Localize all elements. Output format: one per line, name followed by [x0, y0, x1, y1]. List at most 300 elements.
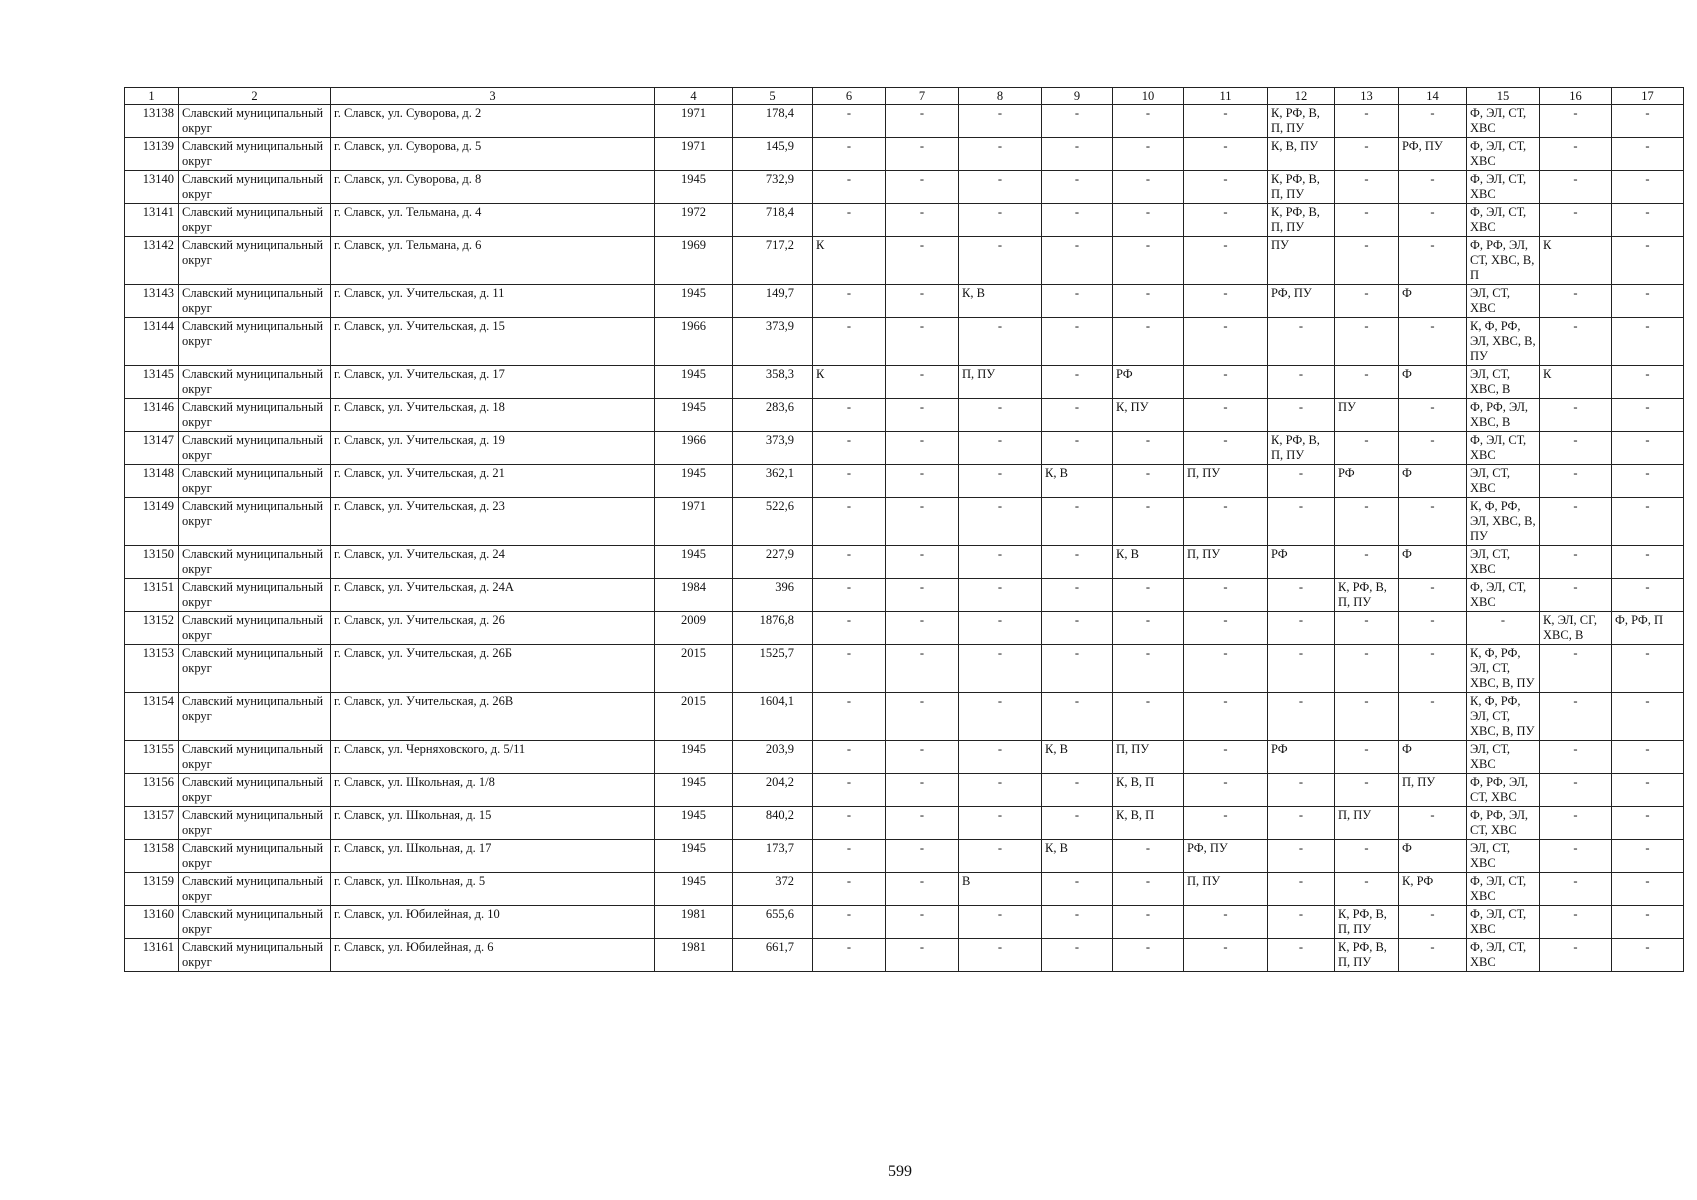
table-cell-col-8: -: [959, 138, 1042, 171]
table-row: [125, 807, 1684, 840]
table-cell-col-16: -: [1540, 741, 1612, 774]
table-cell-col-4: 1966: [655, 432, 733, 465]
table-cell-col-2: Славский муниципальный округ: [179, 498, 331, 546]
table-cell-col-4: 1945: [655, 741, 733, 774]
table-cell-col-12: -: [1268, 693, 1335, 741]
table-cell-col-3: г. Славск, ул. Тельмана, д. 4: [331, 204, 655, 237]
table-row: [125, 138, 1684, 171]
table-cell-col-10: -: [1113, 138, 1184, 171]
table-cell-col-5: 173,7: [733, 840, 813, 873]
table-cell-col-12: -: [1268, 807, 1335, 840]
table-cell-col-7: -: [886, 498, 959, 546]
table-cell-col-9: -: [1042, 693, 1113, 741]
table-cell-col-14: -: [1399, 399, 1467, 432]
table-cell-col-4: 2015: [655, 693, 733, 741]
table-cell-col-1: 13157: [125, 807, 179, 840]
table-cell-col-10: -: [1113, 612, 1184, 645]
table-cell-col-3: г. Славск, ул. Учительская, д. 23: [331, 498, 655, 546]
table-cell-col-7: -: [886, 774, 959, 807]
table-cell-col-1: 13161: [125, 939, 179, 972]
table-cell-col-2: Славский муниципальный округ: [179, 546, 331, 579]
table-cell-col-2: Славский муниципальный округ: [179, 939, 331, 972]
table-row: [125, 285, 1684, 318]
table-cell-col-9: -: [1042, 498, 1113, 546]
table-cell-col-17: -: [1612, 840, 1684, 873]
table-cell-col-7: -: [886, 465, 959, 498]
table-cell-col-9: -: [1042, 237, 1113, 285]
table-cell-col-3: г. Славск, ул. Учительская, д. 15: [331, 318, 655, 366]
table-cell-col-17: -: [1612, 465, 1684, 498]
table-cell-col-1: 13150: [125, 546, 179, 579]
table-cell-col-9: -: [1042, 432, 1113, 465]
table-cell-col-4: 1966: [655, 318, 733, 366]
table-cell-col-10: К, В, П: [1113, 807, 1184, 840]
column-number-cell: 9: [1042, 88, 1113, 105]
table-cell-col-13: -: [1335, 432, 1399, 465]
table-cell-col-12: -: [1268, 774, 1335, 807]
table-cell-col-14: Ф: [1399, 285, 1467, 318]
table-cell-col-12: -: [1268, 873, 1335, 906]
table-cell-col-1: 13155: [125, 741, 179, 774]
table-cell-col-6: -: [813, 204, 886, 237]
table-cell-col-3: г. Славск, ул. Юбилейная, д. 6: [331, 939, 655, 972]
table-cell-col-11: -: [1184, 693, 1268, 741]
table-cell-col-6: -: [813, 873, 886, 906]
table-cell-col-16: -: [1540, 840, 1612, 873]
table-cell-col-14: -: [1399, 906, 1467, 939]
table-cell-col-16: К, ЭЛ, СГ, ХВС, В: [1540, 612, 1612, 645]
table-cell-col-12: К, РФ, В, П, ПУ: [1268, 432, 1335, 465]
table-cell-col-3: г. Славск, ул. Суворова, д. 5: [331, 138, 655, 171]
table-cell-col-5: 1876,8: [733, 612, 813, 645]
table-cell-col-15: ЭЛ, СТ, ХВС, В: [1467, 366, 1540, 399]
table-cell-col-12: -: [1268, 645, 1335, 693]
table-cell-col-12: -: [1268, 906, 1335, 939]
table-cell-col-16: К: [1540, 237, 1612, 285]
table-cell-col-8: -: [959, 465, 1042, 498]
table-cell-col-10: К, ПУ: [1113, 399, 1184, 432]
table-cell-col-5: 145,9: [733, 138, 813, 171]
table-cell-col-1: 13142: [125, 237, 179, 285]
table-cell-col-7: -: [886, 204, 959, 237]
table-cell-col-12: -: [1268, 318, 1335, 366]
table-cell-col-5: 373,9: [733, 318, 813, 366]
table-row: [125, 939, 1684, 972]
table-cell-col-16: -: [1540, 138, 1612, 171]
table-cell-col-6: -: [813, 645, 886, 693]
table-cell-col-16: -: [1540, 204, 1612, 237]
table-cell-col-7: -: [886, 318, 959, 366]
table-row: [125, 237, 1684, 285]
table-cell-col-8: -: [959, 171, 1042, 204]
table-cell-col-13: К, РФ, В, П, ПУ: [1335, 939, 1399, 972]
table-cell-col-17: -: [1612, 807, 1684, 840]
column-number-cell: 1: [125, 88, 179, 105]
table-cell-col-12: -: [1268, 366, 1335, 399]
table-cell-col-8: В: [959, 873, 1042, 906]
table-cell-col-12: К, РФ, В, П, ПУ: [1268, 105, 1335, 138]
table-cell-col-10: -: [1113, 939, 1184, 972]
table-cell-col-8: -: [959, 807, 1042, 840]
table-cell-col-9: -: [1042, 366, 1113, 399]
table-cell-col-11: П, ПУ: [1184, 873, 1268, 906]
table-cell-col-5: 717,2: [733, 237, 813, 285]
table-cell-col-11: -: [1184, 366, 1268, 399]
table-cell-col-5: 522,6: [733, 498, 813, 546]
table-cell-col-6: -: [813, 612, 886, 645]
table-cell-col-8: -: [959, 432, 1042, 465]
table-cell-col-7: -: [886, 579, 959, 612]
table-cell-col-13: -: [1335, 138, 1399, 171]
table-cell-col-17: -: [1612, 285, 1684, 318]
table-cell-col-16: К: [1540, 366, 1612, 399]
table-cell-col-4: 1971: [655, 138, 733, 171]
table-cell-col-6: -: [813, 579, 886, 612]
table-cell-col-13: К, РФ, В, П, ПУ: [1335, 579, 1399, 612]
table-cell-col-8: -: [959, 237, 1042, 285]
table-cell-col-7: -: [886, 807, 959, 840]
table-cell-col-8: П, ПУ: [959, 366, 1042, 399]
table-cell-col-3: г. Славск, ул. Учительская, д. 11: [331, 285, 655, 318]
table-cell-col-13: -: [1335, 498, 1399, 546]
table-cell-col-8: -: [959, 318, 1042, 366]
table-cell-col-5: 732,9: [733, 171, 813, 204]
table-cell-col-11: -: [1184, 741, 1268, 774]
table-cell-col-5: 396: [733, 579, 813, 612]
table-cell-col-6: -: [813, 171, 886, 204]
table-cell-col-3: г. Славск, ул. Тельмана, д. 6: [331, 237, 655, 285]
table-cell-col-3: г. Славск, ул. Школьная, д. 1/8: [331, 774, 655, 807]
table-cell-col-4: 1945: [655, 285, 733, 318]
column-number-cell: 15: [1467, 88, 1540, 105]
table-cell-col-11: -: [1184, 237, 1268, 285]
table-cell-col-15: К, Ф, РФ, ЭЛ, СТ, ХВС, В, ПУ: [1467, 645, 1540, 693]
table-cell-col-12: РФ: [1268, 546, 1335, 579]
table-cell-col-7: -: [886, 285, 959, 318]
table-cell-col-6: -: [813, 939, 886, 972]
table-cell-col-6: -: [813, 318, 886, 366]
table-row: [125, 741, 1684, 774]
table-cell-col-11: РФ, ПУ: [1184, 840, 1268, 873]
table-cell-col-11: -: [1184, 432, 1268, 465]
table-cell-col-15: Ф, РФ, ЭЛ, СТ, ХВС: [1467, 774, 1540, 807]
table-cell-col-13: -: [1335, 612, 1399, 645]
table-cell-col-3: г. Славск, ул. Учительская, д. 21: [331, 465, 655, 498]
table-cell-col-1: 13153: [125, 645, 179, 693]
table-cell-col-10: К, В: [1113, 546, 1184, 579]
table-cell-col-4: 1969: [655, 237, 733, 285]
table-cell-col-17: -: [1612, 693, 1684, 741]
table-cell-col-13: -: [1335, 237, 1399, 285]
table-cell-col-5: 661,7: [733, 939, 813, 972]
table-cell-col-11: -: [1184, 204, 1268, 237]
table-cell-col-4: 1971: [655, 105, 733, 138]
table-cell-col-14: -: [1399, 612, 1467, 645]
table-cell-col-3: г. Славск, ул. Учительская, д. 24А: [331, 579, 655, 612]
table-cell-col-11: -: [1184, 579, 1268, 612]
table-cell-col-6: -: [813, 285, 886, 318]
table-row: [125, 906, 1684, 939]
table-cell-col-1: 13159: [125, 873, 179, 906]
table-cell-col-5: 178,4: [733, 105, 813, 138]
table-cell-col-14: -: [1399, 645, 1467, 693]
table-cell-col-2: Славский муниципальный округ: [179, 237, 331, 285]
table-cell-col-7: -: [886, 399, 959, 432]
table-cell-col-4: 1981: [655, 906, 733, 939]
table-cell-col-15: ЭЛ, СТ, ХВС: [1467, 840, 1540, 873]
table-cell-col-15: Ф, ЭЛ, СТ, ХВС: [1467, 939, 1540, 972]
table-cell-col-16: -: [1540, 285, 1612, 318]
table-row: [125, 840, 1684, 873]
table-cell-col-4: 1984: [655, 579, 733, 612]
table-cell-col-4: 1945: [655, 840, 733, 873]
table-cell-col-10: -: [1113, 645, 1184, 693]
table-cell-col-5: 840,2: [733, 807, 813, 840]
table-cell-col-11: -: [1184, 645, 1268, 693]
table-cell-col-1: 13154: [125, 693, 179, 741]
table-cell-col-14: Ф: [1399, 366, 1467, 399]
table-cell-col-15: К, Ф, РФ, ЭЛ, ХВС, В, ПУ: [1467, 318, 1540, 366]
table-cell-col-5: 1604,1: [733, 693, 813, 741]
table-row: [125, 693, 1684, 741]
table-cell-col-14: -: [1399, 237, 1467, 285]
table-cell-col-9: -: [1042, 873, 1113, 906]
table-cell-col-17: -: [1612, 774, 1684, 807]
table-cell-col-9: -: [1042, 318, 1113, 366]
table-cell-col-3: г. Славск, ул. Суворова, д. 2: [331, 105, 655, 138]
table-row: [125, 498, 1684, 546]
table-cell-col-13: -: [1335, 318, 1399, 366]
table-cell-col-13: РФ: [1335, 465, 1399, 498]
table-cell-col-13: -: [1335, 285, 1399, 318]
table-cell-col-2: Славский муниципальный округ: [179, 774, 331, 807]
table-cell-col-15: ЭЛ, СТ, ХВС: [1467, 741, 1540, 774]
table-cell-col-4: 1945: [655, 465, 733, 498]
table-cell-col-12: -: [1268, 840, 1335, 873]
table-cell-col-1: 13145: [125, 366, 179, 399]
table-cell-col-16: -: [1540, 171, 1612, 204]
table-cell-col-9: -: [1042, 906, 1113, 939]
table-row: [125, 399, 1684, 432]
table-cell-col-11: -: [1184, 318, 1268, 366]
table-cell-col-17: -: [1612, 237, 1684, 285]
table-row: [125, 171, 1684, 204]
table-cell-col-6: -: [813, 138, 886, 171]
table-cell-col-5: 362,1: [733, 465, 813, 498]
table-cell-col-14: П, ПУ: [1399, 774, 1467, 807]
table-cell-col-10: К, В, П: [1113, 774, 1184, 807]
table-cell-col-12: РФ, ПУ: [1268, 285, 1335, 318]
table-cell-col-13: ПУ: [1335, 399, 1399, 432]
column-number-cell: 5: [733, 88, 813, 105]
table-cell-col-16: -: [1540, 432, 1612, 465]
table-cell-col-14: -: [1399, 204, 1467, 237]
table-cell-col-17: -: [1612, 318, 1684, 366]
table-cell-col-8: -: [959, 741, 1042, 774]
table-cell-col-17: -: [1612, 498, 1684, 546]
table-cell-col-15: Ф, РФ, ЭЛ, ХВС, В: [1467, 399, 1540, 432]
table-cell-col-16: -: [1540, 105, 1612, 138]
table-cell-col-4: 1945: [655, 546, 733, 579]
table-cell-col-17: -: [1612, 432, 1684, 465]
table-cell-col-3: г. Славск, ул. Суворова, д. 8: [331, 171, 655, 204]
table-cell-col-3: г. Славск, ул. Учительская, д. 19: [331, 432, 655, 465]
table-cell-col-6: -: [813, 807, 886, 840]
table-cell-col-9: К, В: [1042, 840, 1113, 873]
column-number-cell: 10: [1113, 88, 1184, 105]
column-number-cell: 6: [813, 88, 886, 105]
table-cell-col-17: -: [1612, 105, 1684, 138]
table-cell-col-13: -: [1335, 873, 1399, 906]
table-cell-col-6: -: [813, 465, 886, 498]
table-cell-col-11: -: [1184, 171, 1268, 204]
table-cell-col-1: 13143: [125, 285, 179, 318]
table-cell-col-6: К: [813, 237, 886, 285]
table-cell-col-17: -: [1612, 546, 1684, 579]
table-cell-col-3: г. Славск, ул. Учительская, д. 26Б: [331, 645, 655, 693]
table-cell-col-7: -: [886, 939, 959, 972]
table-cell-col-9: К, В: [1042, 741, 1113, 774]
table-cell-col-4: 1972: [655, 204, 733, 237]
table-cell-col-10: -: [1113, 285, 1184, 318]
table-cell-col-5: 373,9: [733, 432, 813, 465]
table-cell-col-11: -: [1184, 774, 1268, 807]
table-cell-col-6: -: [813, 693, 886, 741]
table-cell-col-8: -: [959, 840, 1042, 873]
table-cell-col-15: -: [1467, 612, 1540, 645]
table-cell-col-14: -: [1399, 171, 1467, 204]
table-cell-col-16: -: [1540, 645, 1612, 693]
table-cell-col-13: -: [1335, 741, 1399, 774]
table-cell-col-15: Ф, ЭЛ, СТ, ХВС: [1467, 906, 1540, 939]
table-cell-col-9: -: [1042, 204, 1113, 237]
table-row: [125, 579, 1684, 612]
table-cell-col-8: -: [959, 774, 1042, 807]
column-number-cell: 4: [655, 88, 733, 105]
column-number-cell: 13: [1335, 88, 1399, 105]
table-cell-col-13: -: [1335, 645, 1399, 693]
table-cell-col-15: ЭЛ, СТ, ХВС: [1467, 465, 1540, 498]
table-cell-col-14: Ф: [1399, 840, 1467, 873]
table-cell-col-12: К, РФ, В, П, ПУ: [1268, 204, 1335, 237]
table-cell-col-5: 655,6: [733, 906, 813, 939]
table-cell-col-4: 1945: [655, 873, 733, 906]
table-row: [125, 774, 1684, 807]
table-cell-col-16: -: [1540, 399, 1612, 432]
table-cell-col-4: 1971: [655, 498, 733, 546]
table-cell-col-3: г. Славск, ул. Юбилейная, д. 10: [331, 906, 655, 939]
table-cell-col-14: -: [1399, 498, 1467, 546]
table-cell-col-3: г. Славск, ул. Учительская, д. 17: [331, 366, 655, 399]
table-row: [125, 432, 1684, 465]
table-cell-col-7: -: [886, 645, 959, 693]
table-cell-col-10: -: [1113, 318, 1184, 366]
table-cell-col-10: -: [1113, 693, 1184, 741]
table-cell-col-16: -: [1540, 939, 1612, 972]
table-cell-col-6: -: [813, 546, 886, 579]
table-cell-col-17: -: [1612, 906, 1684, 939]
table-cell-col-8: -: [959, 693, 1042, 741]
table-cell-col-14: -: [1399, 432, 1467, 465]
table-cell-col-10: -: [1113, 237, 1184, 285]
table-cell-col-8: -: [959, 546, 1042, 579]
table-cell-col-9: -: [1042, 171, 1113, 204]
table-cell-col-6: -: [813, 105, 886, 138]
table-cell-col-9: -: [1042, 105, 1113, 138]
table-cell-col-4: 1945: [655, 171, 733, 204]
table-cell-col-8: -: [959, 399, 1042, 432]
table-cell-col-6: -: [813, 399, 886, 432]
table-body: [125, 88, 1684, 972]
table-cell-col-10: -: [1113, 204, 1184, 237]
table-cell-col-14: -: [1399, 693, 1467, 741]
column-number-cell: 8: [959, 88, 1042, 105]
column-number-header-row: [125, 88, 1684, 105]
table-cell-col-2: Славский муниципальный округ: [179, 399, 331, 432]
table-cell-col-11: -: [1184, 105, 1268, 138]
table-cell-col-9: -: [1042, 807, 1113, 840]
table-cell-col-7: -: [886, 237, 959, 285]
table-cell-col-3: г. Славск, ул. Школьная, д. 5: [331, 873, 655, 906]
column-number-cell: 7: [886, 88, 959, 105]
table-cell-col-16: -: [1540, 906, 1612, 939]
table-cell-col-12: -: [1268, 612, 1335, 645]
table-cell-col-5: 204,2: [733, 774, 813, 807]
column-number-cell: 16: [1540, 88, 1612, 105]
table-cell-col-14: -: [1399, 807, 1467, 840]
table-cell-col-2: Славский муниципальный округ: [179, 873, 331, 906]
table-cell-col-7: -: [886, 906, 959, 939]
table-cell-col-13: -: [1335, 204, 1399, 237]
table-cell-col-12: -: [1268, 939, 1335, 972]
table-cell-col-13: -: [1335, 840, 1399, 873]
table-cell-col-2: Славский муниципальный округ: [179, 906, 331, 939]
table-cell-col-9: К, В: [1042, 465, 1113, 498]
table-cell-col-16: -: [1540, 498, 1612, 546]
table-cell-col-7: -: [886, 612, 959, 645]
table-cell-col-11: -: [1184, 138, 1268, 171]
table-row: [125, 366, 1684, 399]
table-cell-col-3: г. Славск, ул. Черняховского, д. 5/11: [331, 741, 655, 774]
table-cell-col-17: -: [1612, 171, 1684, 204]
table-cell-col-1: 13151: [125, 579, 179, 612]
table-row: [125, 546, 1684, 579]
table-cell-col-12: К, В, ПУ: [1268, 138, 1335, 171]
table-cell-col-2: Славский муниципальный округ: [179, 285, 331, 318]
table-cell-col-15: Ф, ЭЛ, СТ, ХВС: [1467, 171, 1540, 204]
table-cell-col-11: -: [1184, 399, 1268, 432]
table-cell-col-13: -: [1335, 105, 1399, 138]
table-cell-col-7: -: [886, 693, 959, 741]
table-cell-col-3: г. Славск, ул. Учительская, д. 26: [331, 612, 655, 645]
table-cell-col-10: -: [1113, 432, 1184, 465]
table-cell-col-16: -: [1540, 807, 1612, 840]
table-cell-col-3: г. Славск, ул. Учительская, д. 26В: [331, 693, 655, 741]
table-cell-col-15: Ф, РФ, ЭЛ, СТ, ХВС, В, П: [1467, 237, 1540, 285]
table-cell-col-12: ПУ: [1268, 237, 1335, 285]
table-cell-col-3: г. Славск, ул. Учительская, д. 18: [331, 399, 655, 432]
table-cell-col-17: -: [1612, 138, 1684, 171]
table-cell-col-8: -: [959, 579, 1042, 612]
table-row: [125, 204, 1684, 237]
table-cell-col-2: Славский муниципальный округ: [179, 138, 331, 171]
table-cell-col-2: Славский муниципальный округ: [179, 171, 331, 204]
table-cell-col-13: -: [1335, 693, 1399, 741]
table-cell-col-16: -: [1540, 546, 1612, 579]
table-cell-col-10: -: [1113, 498, 1184, 546]
table-cell-col-9: -: [1042, 645, 1113, 693]
table-cell-col-7: -: [886, 138, 959, 171]
